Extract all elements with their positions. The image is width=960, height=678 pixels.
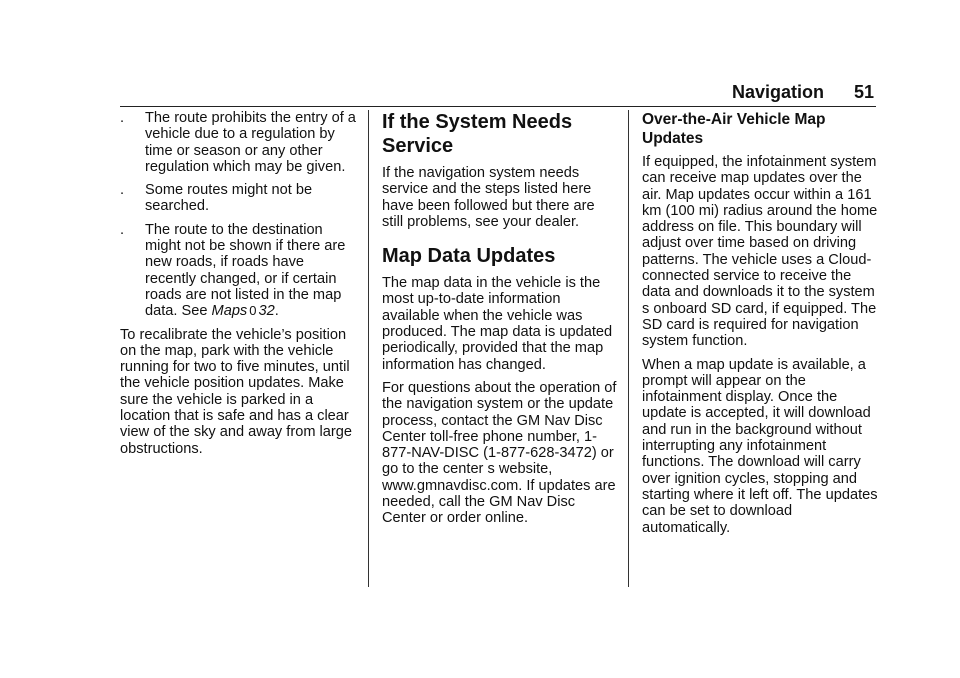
- bullet-list: [120, 110, 358, 320]
- recalibrate-paragraph: To recalibrate the vehicle’s position on the map, park with the vehicle running for two to five minutes, until the vehicle position updates. Make sure the vehicle is parked in a location that is safe and has a clear view of the sky and away from large obstructions.: [120, 326, 352, 457]
- page-reference-icon: 0: [249, 303, 257, 319]
- column-middle: [382, 110, 618, 534]
- section-title: Navigation: [731, 82, 824, 102]
- map-data-paragraph: The map data in the vehicle is the most up-to-date information available when the vehicle was produced. The map data is updated periodically, provided that the map information has changed.: [382, 275, 613, 373]
- cross-reference-link[interactable]: Maps: [211, 303, 248, 320]
- ota-paragraph-1: If equipped, the infotainment system can receive map updates over the air. Map updates occur within a 161 km (100 mi) radius around the home address on file. This boundary will adjust over time based on driving patterns. The vehicle uses a Cloud-connected service to receive the data and downloads it to the system s onboard SD card, if equipped. The SD card is required for navigation system function.: [642, 154, 878, 350]
- ota-heading: Over-the-Air Vehicle Map Updates: [642, 111, 826, 147]
- bullet-text: Some routes might not be searched.: [145, 182, 313, 215]
- bullet-marker: .: [120, 221, 125, 238]
- column-divider-1: [368, 110, 369, 587]
- column-right: [642, 110, 878, 543]
- column-left: [120, 110, 358, 464]
- list-item: [120, 110, 358, 175]
- cross-reference-page[interactable]: 32: [258, 303, 275, 320]
- bullet-text: The route to the destination might not be shown if there are new roads, if roads have recently changed, or if certain roads are not listed in the map data. See: [145, 221, 346, 320]
- bullet-marker: .: [120, 110, 125, 126]
- column-divider-2: [628, 110, 629, 587]
- bullet-text-end: .: [274, 303, 279, 320]
- bullet-text: The route prohibits the entry of a vehicle due to a regulation by time or season or any other regulation which may be given.: [145, 110, 356, 175]
- page-header: [120, 80, 876, 107]
- list-item: [120, 222, 358, 320]
- bullet-marker: .: [120, 182, 125, 199]
- list-item: [120, 182, 358, 215]
- service-heading: If the System Needs Service: [382, 111, 573, 157]
- map-updates-heading: Map Data Updates: [382, 245, 556, 268]
- page-number: 51: [853, 82, 874, 102]
- contact-paragraph: For questions about the operation of the navigation system or the update process, contact the GM Nav Disc Center toll-free phone number, 1-877-NAV-DISC (1-877-628-3472) or go to the center s website, www.gmnavdisc.com. If updates are needed, call the GM Nav Disc Center or order online.: [382, 379, 617, 527]
- service-paragraph: If the navigation system needs service and the steps listed here have been followed but there are still problems, see your dealer.: [382, 165, 595, 230]
- ota-paragraph-2: When a map update is available, a prompt will appear on the infotainment display. Once the update is accepted, it will download and run in the background without interrupting any infotainment functions. The download will carry over ignition cycles, stopping and starting where it left off. The updates can be set to download automatically.: [642, 356, 878, 536]
